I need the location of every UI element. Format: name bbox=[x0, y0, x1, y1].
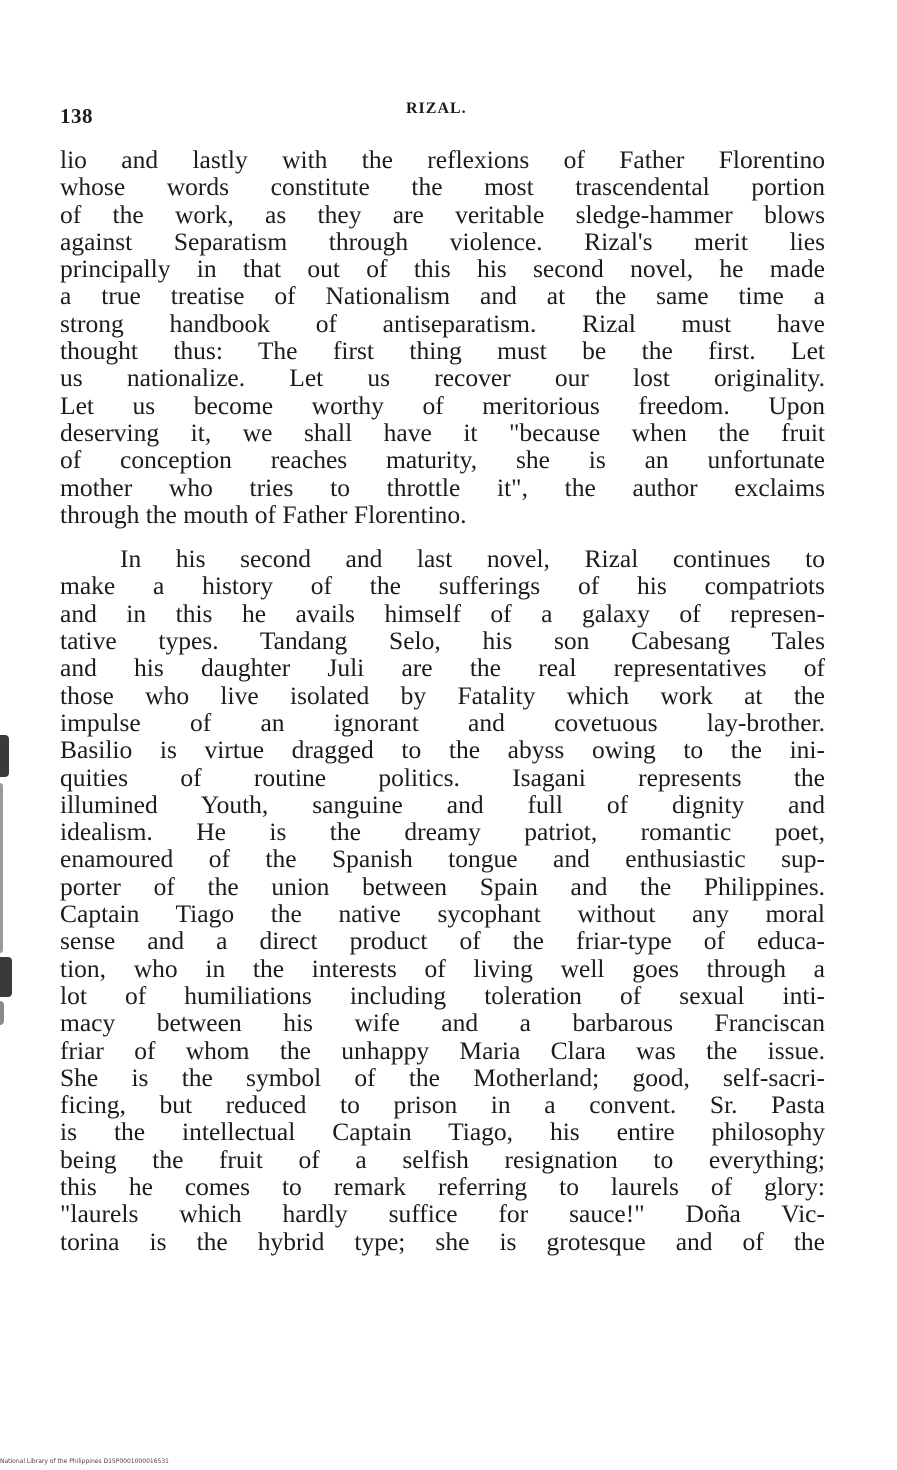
binding-mark bbox=[0, 957, 12, 997]
text-line: deserving it, we shall have it "because when the fruit bbox=[60, 417, 825, 447]
paragraph-1 bbox=[60, 146, 825, 528]
text-line: a true treatise of Nationalism and at the same time a bbox=[60, 281, 825, 311]
text-line: us nationalize. Let us recover our lost originality. bbox=[60, 363, 825, 393]
binding-mark bbox=[0, 1001, 4, 1025]
text-line: against Separatism through violence. Rizal's merit lies bbox=[60, 226, 825, 256]
text-line: and his daughter Juli are the real representatives of bbox=[60, 653, 825, 683]
text-line: those who live isolated by Fatality which work at the bbox=[60, 680, 825, 710]
text-line: macy between his wife and a barbarous Franciscan bbox=[60, 1008, 825, 1038]
text-line: torina is the hybrid type; she is grotesque and of the bbox=[60, 1226, 825, 1256]
text-line: make a history of the sufferings of his compatriots bbox=[60, 571, 825, 601]
binding-mark bbox=[0, 783, 3, 953]
text-line: quities of routine politics. Isagani represents the bbox=[60, 762, 825, 792]
running-head: RIZAL. bbox=[406, 100, 467, 117]
text-line: Let us become worthy of meritorious freedom. Upon bbox=[60, 390, 825, 420]
paragraph-2 bbox=[60, 545, 825, 1255]
text-line: lot of humiliations including toleration of sexual inti- bbox=[60, 980, 825, 1010]
page-number: 138 bbox=[60, 104, 93, 128]
text-line: being the fruit of a selfish resignation to everything; bbox=[60, 1144, 825, 1174]
text-line: She is the symbol of the Motherland; good, self-sacri- bbox=[60, 1062, 825, 1092]
text-line: mother who tries to throttle it", the author exclaims bbox=[60, 472, 825, 502]
body-text bbox=[60, 146, 825, 1255]
text-line: strong handbook of antiseparatism. Rizal must have bbox=[60, 308, 825, 338]
text-line: Basilio is virtue dragged to the abyss owing to the ini- bbox=[60, 735, 825, 765]
text-line: illumined Youth, sanguine and full of dignity and bbox=[60, 789, 825, 819]
paragraph-gap bbox=[60, 528, 825, 545]
binding-mark bbox=[0, 735, 9, 777]
text-line: In his second and last novel, Rizal continues to bbox=[120, 544, 825, 574]
text-line: friar of whom the unhappy Maria Clara was the issue. bbox=[60, 1035, 825, 1065]
text-line: Captain Tiago the native sycophant without any moral bbox=[60, 899, 825, 929]
text-line: idealism. He is the dreamy patriot, romantic poet, bbox=[60, 817, 825, 847]
text-line: whose words constitute the most trascendental portion bbox=[60, 172, 825, 202]
archive-stamp: National Library of the Philippines D15P0001000016531 bbox=[0, 1458, 169, 1465]
text-line: porter of the union between Spain and the Philippines. bbox=[60, 871, 825, 901]
text-line: tion, who in the interests of living well goes through a bbox=[60, 953, 825, 983]
text-line: of the work, as they are veritable sledge-hammer blows bbox=[60, 199, 825, 229]
binding-edge-marks bbox=[0, 735, 14, 1025]
text-line: thought thus: The first thing must be the first. Let bbox=[60, 336, 825, 366]
text-line: ficing, but reduced to prison in a convent. Sr. Pasta bbox=[60, 1090, 825, 1120]
text-line: enamoured of the Spanish tongue and enthusiastic sup- bbox=[60, 844, 825, 874]
text-line: through the mouth of Father Florentino. bbox=[60, 499, 467, 529]
text-line: lio and lastly with the reflexions of Father Florentino bbox=[60, 145, 825, 174]
page-header bbox=[60, 100, 825, 136]
text-line: this he comes to remark referring to laurels of glory: bbox=[60, 1171, 825, 1201]
text-line: impulse of an ignorant and covetuous lay-brother. bbox=[60, 707, 825, 737]
text-line: sense and a direct product of the friar-type of educa- bbox=[60, 926, 825, 956]
text-line: principally in that out of this his second novel, he made bbox=[60, 254, 825, 284]
text-line: of conception reaches maturity, she is an unfortunate bbox=[60, 445, 825, 475]
text-line: and in this he avails himself of a galaxy of represen- bbox=[60, 598, 825, 628]
text-line: is the intellectual Captain Tiago, his entire philosophy bbox=[60, 1117, 825, 1147]
text-line: tative types. Tandang Selo, his son Cabesang Tales bbox=[60, 626, 825, 656]
text-line: "laurels which hardly suffice for sauce!" Doña Vic- bbox=[60, 1199, 825, 1229]
